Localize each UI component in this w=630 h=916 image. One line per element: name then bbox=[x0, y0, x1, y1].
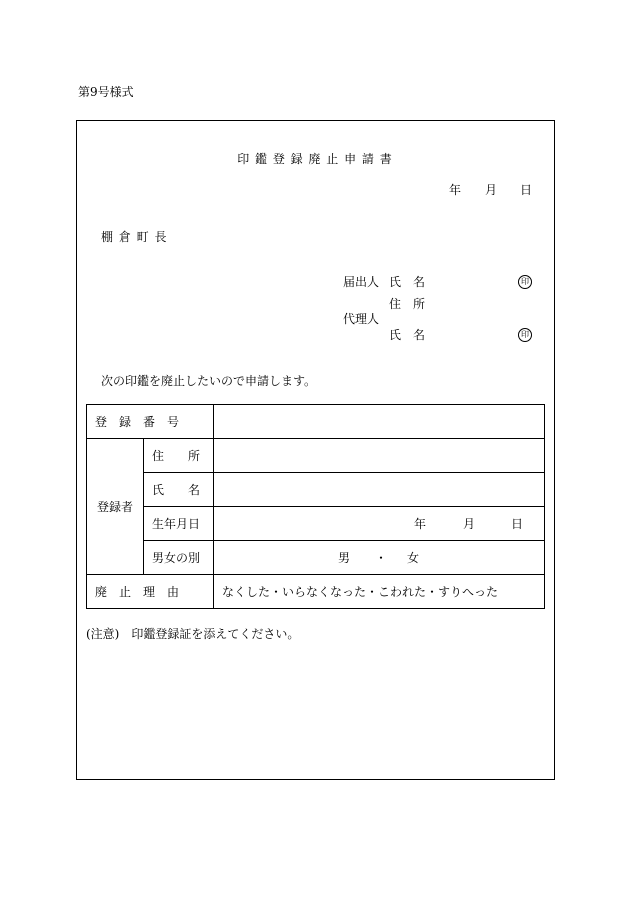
addressee: 棚 倉 町 長 bbox=[101, 230, 168, 244]
birth-label: 生年月日 bbox=[144, 507, 214, 541]
address-value[interactable] bbox=[214, 439, 545, 473]
table-row-name bbox=[87, 473, 545, 507]
birth-month-unit: 月 bbox=[463, 517, 476, 531]
registration-table bbox=[86, 404, 545, 609]
table-row-address bbox=[87, 439, 545, 473]
table-row-reg-number bbox=[87, 405, 545, 439]
reason-value[interactable]: なくした・いらなくなった・こわれた・すりへった bbox=[214, 575, 545, 609]
birth-day-unit: 日 bbox=[511, 517, 524, 531]
date-day: 日 bbox=[520, 183, 533, 197]
form-number: 第9号様式 bbox=[78, 85, 134, 99]
sex-separator: ・ bbox=[375, 551, 388, 565]
sex-option-female[interactable]: 女 bbox=[407, 551, 420, 565]
sex-option-male[interactable]: 男 bbox=[338, 551, 351, 565]
seal-mark-2: 印 bbox=[518, 328, 532, 342]
address-label: 住 所 bbox=[144, 439, 214, 473]
birth-value[interactable] bbox=[214, 507, 545, 541]
reg-number-value[interactable] bbox=[214, 405, 545, 439]
name-value[interactable] bbox=[214, 473, 545, 507]
sex-value[interactable] bbox=[214, 541, 545, 575]
date-year: 年 bbox=[449, 183, 462, 197]
reg-number-label: 登 録 番 号 bbox=[87, 405, 214, 439]
date-month: 月 bbox=[485, 183, 498, 197]
reason-label: 廃 止 理 由 bbox=[87, 575, 214, 609]
note: (注意) 印鑑登録証を添えてください。 bbox=[86, 627, 300, 641]
agent-label: 代理人 bbox=[343, 312, 380, 326]
name-label: 氏 名 bbox=[144, 473, 214, 507]
sex-label: 男女の別 bbox=[144, 541, 214, 575]
table-row-reason bbox=[87, 575, 545, 609]
statement: 次の印鑑を廃止したいので申請します。 bbox=[101, 374, 317, 388]
applicant-name-label: 氏 名 bbox=[389, 275, 426, 289]
seal-mark-1: 印 bbox=[518, 275, 532, 289]
birth-year-unit: 年 bbox=[414, 517, 427, 531]
agent-address-label: 住 所 bbox=[389, 297, 426, 311]
table-row-birth bbox=[87, 507, 545, 541]
table-row-sex bbox=[87, 541, 545, 575]
form-title: 印 鑑 登 録 廃 止 申 請 書 bbox=[237, 152, 393, 166]
notifier-label: 届出人 bbox=[343, 275, 380, 289]
agent-name-label: 氏 名 bbox=[389, 328, 426, 342]
registrant-label: 登録者 bbox=[87, 439, 144, 575]
